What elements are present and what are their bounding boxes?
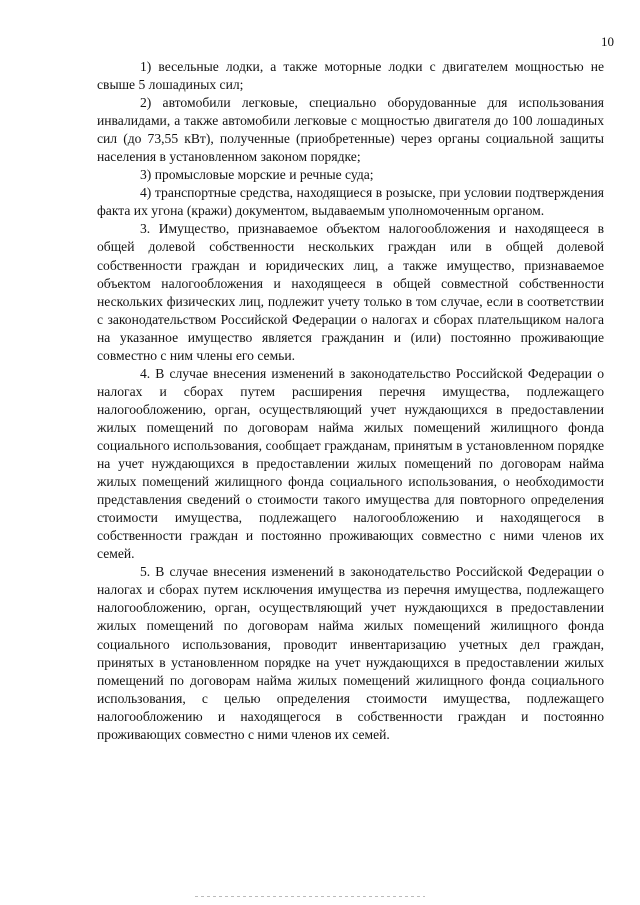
paragraph-section-3: 3. Имущество, признаваемое объектом налогообложения и находящееся в общей долевой собственности нескольких граждан или в общей долевой собственности граждан и юридических лиц, а также имущество, признаваемое объектом налогообложения и находящееся в общей совместной собственности нескольких физических лиц, подлежит учету только в том случае, если в соответствии с законодательством Российской Федерации о налогах и сборах плательщиком налога на указанное имущество является гражданин и (или) постоянно проживающие совместно с ним члены его семьи. xyxy=(97,221,604,363)
paragraph-item-2: 2) автомобили легковые, специально оборудованные для использования инвалидами, а также автомобили легковые с мощностью двигателя до 100 лошадиных сил (до 73,55 кВт), полученные (приобретенные) через органы социальной защиты населения в установленном законом порядке; xyxy=(97,95,604,165)
paragraph-section-4: 4. В случае внесения изменений в законодательство Российской Федерации о налогах и сборах путем расширения перечня имущества, подлежащего налогообложению, орган, осуществляющий учет нуждающихся в предоставлении жилых помещений по договорам найма жилых помещений жилищного фонда социального использования, сообщает гражданам, принятым в установленном порядке на учет нуждающихся в предоставлении жилых помещений по договорам найма жилых помещений жилищного фонда социального использования, о необходимости представления сведений о стоимости такого имущества для повторного определения стоимости имущества, подлежащего налогообложению и находящегося в собственности граждан и постоянно проживающих совместно с ними членов их семей. xyxy=(97,365,604,562)
paragraph-item-3: 3) промысловые морские и речные суда; xyxy=(140,167,374,183)
document-body xyxy=(97,58,604,744)
page-number: 10 xyxy=(601,34,614,49)
paragraph-item-4: 4) транспортные средства, находящиеся в розыске, при условии подтверждения факта их угона (кражи) документом, выдаваемым уполномоченным органом. xyxy=(97,185,604,219)
scan-artifact-divider xyxy=(195,896,425,897)
paragraph-item-1: 1) весельные лодки, а также моторные лодки с двигателем мощностью не свыше 5 лошадиных сил; xyxy=(97,59,604,93)
paragraph-section-5: 5. В случае внесения изменений в законодательство Российской Федерации о налогах и сборах путем исключения имущества из перечня имущества, подлежащего налогообложению, орган, осуществляющий учет нуждающихся в предоставлении жилых помещений по договорам найма жилых помещений жилищного фонда социального использования, проводит инвентаризацию учетных дел граждан, принятых в установленном порядке на учет нуждающихся в предоставлении жилых помещений по договорам найма жилых помещений жилищного фонда социального использования, с целью определения стоимости имущества, подлежащего налогообложению и находящегося в собственности граждан и постоянно проживающих совместно с ними членов их семей. xyxy=(97,564,604,742)
